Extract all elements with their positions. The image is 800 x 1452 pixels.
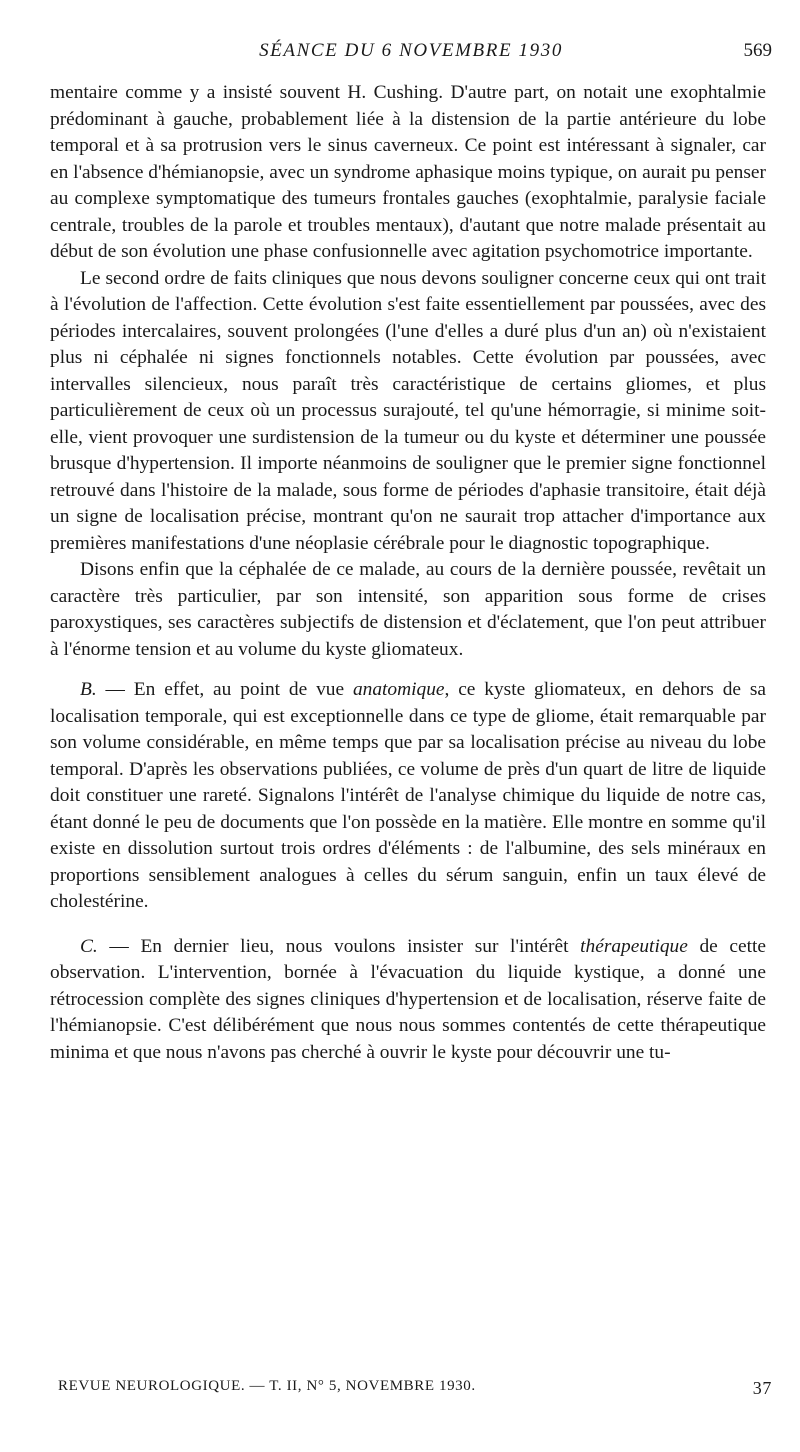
section-b-lead: — En effet, au point de vue	[96, 679, 353, 700]
page-footer	[58, 1378, 772, 1404]
page-header	[50, 40, 772, 70]
article-body	[50, 80, 766, 1066]
section-c-lead: — En dernier lieu, nous voulons insister sur l'intérêt	[97, 935, 581, 957]
section-c-paragraph	[50, 934, 766, 1067]
section-c-text: de cette observation. L'intervention, bornée à l'évacuation du liquide kystique, a donné une rétrocession complète des signes cliniques d'hypertension et de localisation, réserve faite de l'hémianopsie. C'est délibérément que nous nous sommes contentés de cette thérapeutique minima et que nous n'avons pas cherché à ouvrir le kyste pour découvrir une tu-	[50, 935, 767, 1063]
section-c-emphasis: thérapeutique	[580, 935, 688, 957]
section-b-emphasis: anatomique	[352, 679, 445, 700]
sheet-number: 37	[752, 1378, 772, 1398]
journal-reference: REVUE NEUROLOGIQUE. — T. II, N° 5, NOVEMBRE 1930.	[58, 1378, 476, 1394]
section-letter-c: C.	[80, 935, 98, 957]
section-b-paragraph	[50, 677, 766, 916]
section-letter-b: B.	[80, 679, 97, 700]
paragraph-continuation: mentaire comme y a insisté souvent H. Cushing. D'autre part, on notait une exophtalmie prédominant à gauche, probablement liée à la distension de la partie antérieure du lobe temporal et à sa protrusion vers le sinus caverneux. Ce point est intéressant à signaler, car en l'absence d'hémianopsie, avec un syndrome aphasique moins typique, on aurait pu penser au complexe symptomatique des tumeurs frontales gauches (exophtalmie, paralysie faciale centrale, troubles de la parole et troubles mentaux), d'autant que notre malade présentait au début de son évolution une phase confusionnelle avec agitation psychomotrice importante.	[50, 82, 766, 262]
running-title: SÉANCE DU 6 NOVEMBRE 1930	[259, 40, 563, 61]
page-number: 569	[743, 40, 772, 61]
paragraph-second-order: Le second ordre de faits cliniques que nous devons souligner concerne ceux qui ont trait à l'évolution de l'affection. Cette évolution s'est faite essentiellement par poussées, avec des périodes intercalaires, souvent prolongées (l'une d'elles a duré plus d'un an) où n'existaient plus ni céphalée ni signes fonctionnels notables. Cette évolution par poussées, avec intervalles silencieux, nous paraît très caractéristique de certains gliomes, et plus particulièrement de ceux où un processus surajouté, tel qu'une hémorragie, si minime soit-elle, vient provoquer une surdistension de la tumeur ou du kyste et déterminer une poussée brusque d'hypertension. Il importe néanmoins de souligner que le premier signe fonctionnel retrouvé dans l'histoire de la malade, sous forme de périodes d'aphasie transitoire, était déjà un signe de localisation précise, montrant qu'on ne saurait trop attacher d'importance aux premières manifestations d'une néoplasie cérébrale pour le diagnostic topographique.	[50, 267, 766, 554]
paragraph-cephalee: Disons enfin que la céphalée de ce malade, au cours de la dernière poussée, revêtait un caractère très particulier, par son intensité, son apparition sous forme de crises paroxystiques, ses caractères subjectifs de distension et d'éclatement, que l'on peut attribuer à l'énorme tension et au volume du kyste gliomateux.	[50, 559, 766, 660]
section-b-text: , ce kyste gliomateux, en dehors de sa localisation temporale, qui est exceptionnelle dans ce type de gliome, était remarquable par son volume considérable, en même temps que par sa localisation précise au niveau du lobe temporal. D'après les observations publiées, ce volume de près d'un quart de litre de liquide doit constituer une rareté. Signalons l'intérêt de l'analyse chimique du liquide de notre cas, étant donné le peu de documents que l'on possède en la matière. Elle montre en somme qu'il existe en dissolution surtout trois ordres d'éléments : de l'albumine, des sels minéraux en proportions sensiblement analogues à celles du sérum sanguin, enfin un taux élevé de cholestérine.	[50, 679, 766, 912]
